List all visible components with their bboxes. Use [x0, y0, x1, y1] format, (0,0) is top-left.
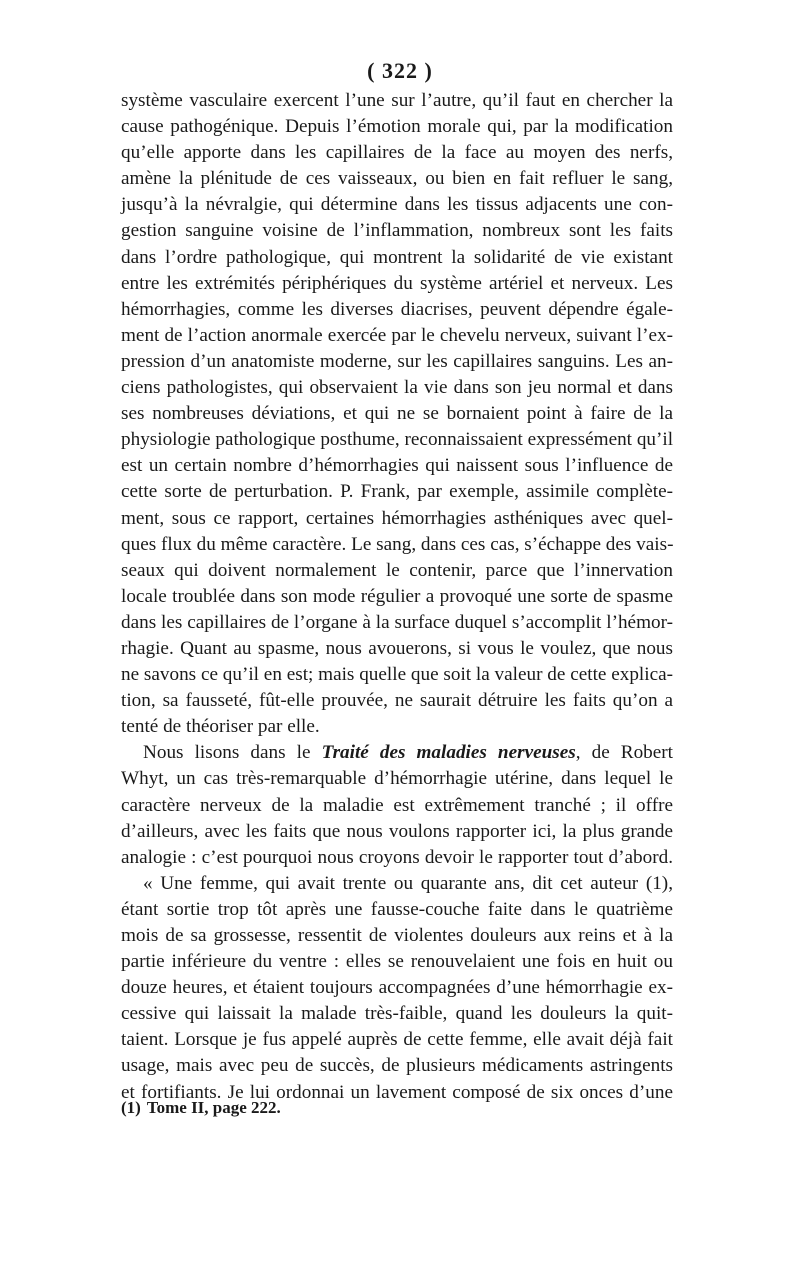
text-line: qu’elle apporte dans les capillaires de la face au moyen des nerfs, — [121, 142, 673, 164]
text-line — [121, 740, 673, 766]
text-line: est un certain nombre d’hémorrhagies qui naissent sous l’influence de — [121, 455, 673, 477]
text-line: mois de sa grossesse, ressentit de violentes douleurs aux reins et à la — [121, 925, 673, 946]
text-line: « Une femme, qui avait trente ou quarante ans, dit cet auteur (1), — [143, 872, 673, 894]
text-line: douze heures, et étaient toujours accompagnées d’une hémorrhagie ex- — [121, 977, 673, 999]
footnote-text: Tome II, page 222. — [146, 1098, 281, 1117]
paragraph-2 — [121, 740, 673, 870]
paragraph-2-lines — [121, 766, 673, 870]
text-line: dans les capillaires de l’organe à la surface duquel s’accomplit l’hémor- — [121, 611, 673, 633]
page-number: ( 322 ) — [367, 58, 433, 83]
text-line: jusqu’à la névralgie, qui détermine dans les tissus adjacents une con- — [121, 194, 673, 216]
text-line: ses nombreuses déviations, et qui ne se bornaient point à faire de la — [121, 403, 673, 425]
text-line: taient. Lorsque je fus appelé auprès de cette femme, elle avait déjà fait — [121, 1029, 673, 1051]
text-line: amène la plénitude de ces vaisseaux, ou bien en fait refluer le sang, — [121, 168, 673, 190]
text-line: pression d’un anatomiste moderne, sur les capillaires sanguins. Les an- — [121, 350, 673, 372]
text-line: ment, sous ce rapport, certaines hémorrhagies asthéniques avec quel- — [121, 507, 673, 529]
text-line: tion, sa fausseté, fût-elle prouvée, ne saurait détruire les faits qu’on a — [121, 690, 673, 712]
text-line: étant sortie trop tôt après une fausse-couche faite dans le quatrième — [121, 898, 673, 920]
text-line: caractère nerveux de la maladie est extrêmement tranché ; il offre — [121, 794, 673, 816]
text-line: cause pathogénique. Depuis l’émotion morale qui, par la modification — [121, 116, 673, 138]
text-line: et fortifiants. Je lui ordonnai un lavement composé de six onces d’une — [121, 1081, 673, 1103]
text-line: d’ailleurs, avec les faits que nous voulons rapporter ici, la plus grande — [121, 820, 673, 842]
text-line: cessive qui laissait la malade très-faible, quand les douleurs la quit- — [121, 1003, 673, 1025]
text-segment: Nous lisons dans le — [143, 742, 322, 764]
text-line: seaux qui doivent normalement le contenir, parce que l’innervation — [121, 559, 673, 581]
book-title: Traité des maladies nerveuses — [321, 742, 576, 764]
text-line: ciens pathologistes, qui observaient la vie dans son jeu normal et dans — [121, 377, 673, 399]
text-line: cette sorte de perturbation. P. Frank, par exemple, assimile complète- — [121, 481, 673, 503]
text-line: ne savons ce qu’il en est; mais quelle que soit la valeur de cette explica- — [121, 664, 673, 686]
text-line: physiologie pathologique posthume, reconnaissaient expressément qu’il — [121, 429, 674, 451]
body-text — [121, 88, 673, 1106]
text-line: usage, mais avec peu de succès, de plusieurs médicaments astringents — [121, 1055, 673, 1077]
text-line: ques flux du même caractère. Le sang, dans ces cas, s’échappe des vais- — [121, 533, 674, 555]
text-line: tenté de théoriser par elle. — [121, 716, 320, 738]
text-line: ment de l’action anormale exercée par le chevelu nerveux, suivant l’ex- — [121, 324, 673, 346]
text-line: système vasculaire exercent l’une sur l’autre, qu’il faut en chercher la — [121, 90, 673, 111]
text-line: entre les extrémités périphériques du système artériel et nerveux. Les — [121, 272, 673, 294]
paragraph-1 — [121, 88, 673, 740]
text-line: analogie : c’est pourquoi nous croyons devoir le rapporter tout d’abord. — [121, 846, 673, 868]
footnote-marker: (1) — [121, 1098, 141, 1117]
text-line: gestion sanguine voisine de l’inflammation, nombreux sont les faits — [121, 220, 673, 242]
paragraph-3 — [121, 871, 673, 1106]
text-line: Whyt, un cas très-remarquable d’hémorrhagie utérine, dans lequel le — [121, 768, 673, 790]
text-line: locale troublée dans son mode régulier a provoqué une sorte de spasme — [121, 585, 673, 607]
footnote — [121, 1096, 281, 1120]
text-line: partie inférieure du ventre : elles se renouvelaient une fois en huit ou — [121, 951, 673, 973]
text-segment: , de Robert — [575, 742, 673, 764]
text-line: rhagie. Quant au spasme, nous avouerons, si vous le voulez, que nous — [121, 637, 673, 659]
text-line: dans l’ordre pathologique, qui montrent la solidarité de vie existant — [121, 246, 673, 268]
text-line: hémorrhagies, comme les diverses diacrises, peuvent dépendre égale- — [121, 298, 673, 320]
